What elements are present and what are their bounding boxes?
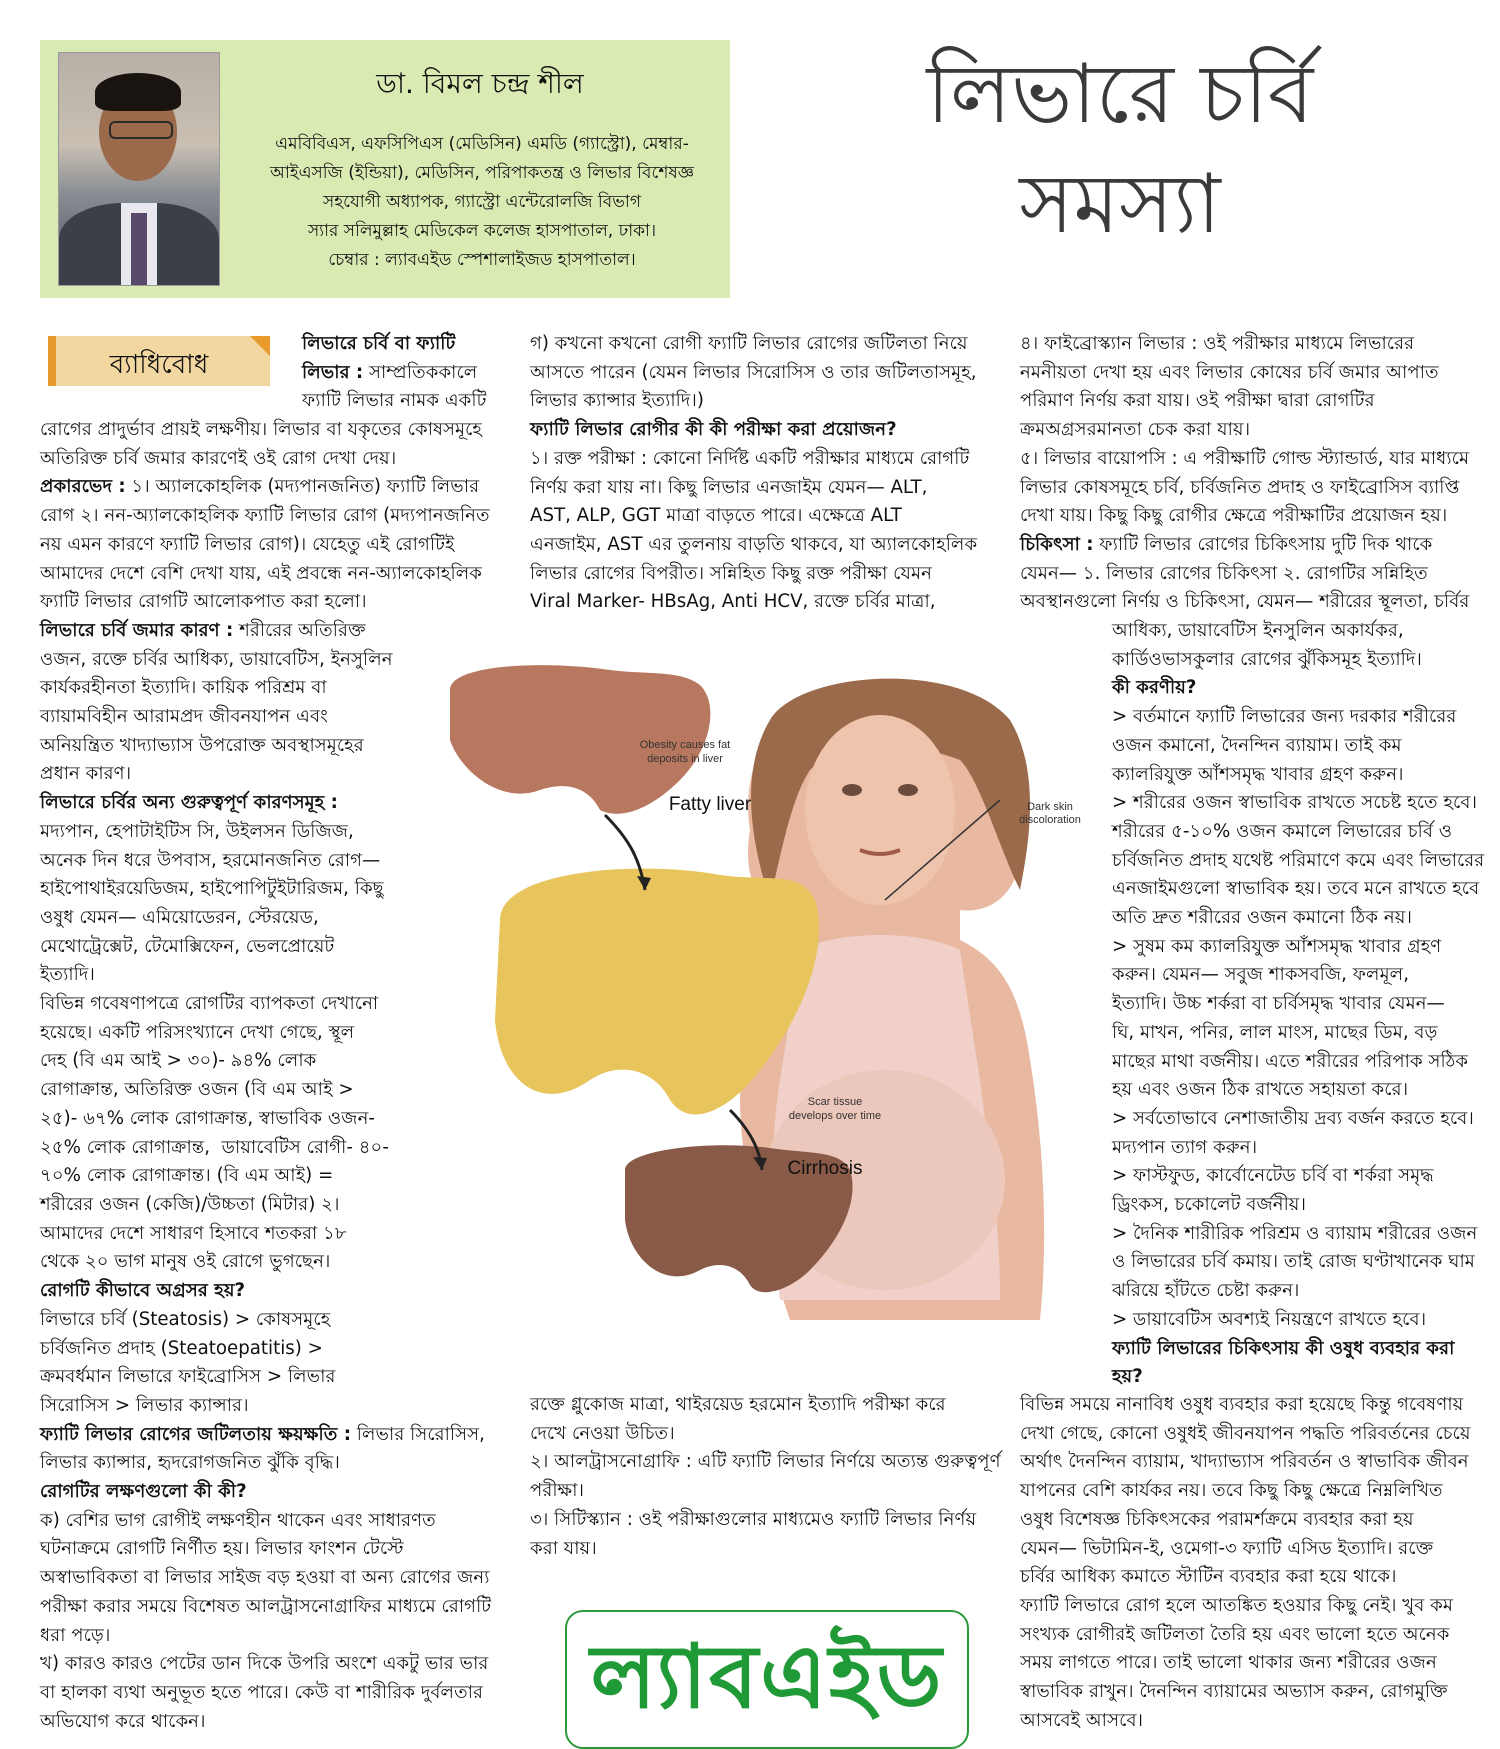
text-line [1112,933,1484,962]
text-heading: কী করণীয়? [1112,677,1197,699]
label-fatty-liver: Fatty liver [668,794,752,815]
text-run: > ডায়াবেটিস অবশ্যই নিয়ন্ত্রণে রাখতে হবে। [1112,1308,1427,1330]
text-line [1112,1306,1484,1335]
text-run: অতি দ্রুত শরীরের ওজন কমানো ঠিক নয়। [1112,907,1412,929]
text-line [40,1076,491,1105]
text-line [1112,1363,1484,1392]
text-line [40,703,491,732]
text-line [530,359,977,388]
text-line [40,588,491,617]
text-line [40,990,491,1019]
text-run: সংখ্যক রোগীরই জটিলতা তৈরি হয় এবং ভালো হতে অনেক [1020,1623,1450,1645]
text-run: রোগের প্রাদুর্ভাব প্রায়ই লক্ষণীয়। লিভার বা যকৃতের কোষসমূহে [40,419,482,440]
label-scar-2: develops over time [788,1110,882,1122]
text-run: আমাদের দেশে বেশি দেখা যায়, এই প্রবন্ধে নন-অ্যালকোহলিক [40,562,482,584]
text-run: যেমন— ১. লিভার রোগের চিকিৎসা ২. রোগটির সন্নিহিত [1020,562,1428,584]
text-run: ক্যালরিযুক্ত আঁশসমৃদ্ধ খাবার গ্রহণ করুন। [1112,763,1404,785]
text-line [1112,789,1484,818]
text-run: মদ্যপান, হেপাটাইটিস সি, উইলসন ডিজিজ, [40,820,354,842]
text-line [530,387,977,416]
text-line [530,416,977,445]
text-run: ফ্যাটি লিভার রোগের চিকিৎসায় দুটি দিক থাকে [1093,533,1433,555]
text-line [1112,875,1484,904]
text-heading: প্রকারভেদ : [40,476,126,498]
text-line [40,1277,491,1306]
text-run: অবস্থানগুলো নির্ণয় ও চিকিৎসা, যেমন— শরীরের স্থূলতা, চর্বির [1020,591,1470,613]
text-line [1112,990,1484,1019]
text-run: অতিরিক্ত চর্বি জমার কারণেই ওই রোগ দেখা দেয়। [40,447,397,469]
text-run: হয়েছে। একটি পরিসংখ্যানে দেখা গেছে, স্থূল [40,1021,355,1043]
text-run: অনেক দিন ধরে উপবাস, হরমোনজনিত রোগ— [40,849,381,871]
text-run: হাইপোথাইরয়েডিজম, হাইপোপিটুইটারিজম, কিছু [40,878,384,900]
text-line [40,1105,491,1134]
text-run: সাম্প্রতিককালে [363,361,478,383]
text-run: আসবেই আসবে। [1020,1709,1144,1731]
text-run: ক্রমঅগ্রসরমানতা চেক করা যায়। [1020,419,1251,441]
text-run: করুন। যেমন— সবুজ শাকসবজি, ফলমূল, [1112,964,1409,986]
text-line [302,330,487,359]
text-line [302,387,487,416]
text-line [1112,732,1484,761]
text-heading: লিভার : [302,361,364,383]
text-run: অনিয়ন্ত্রিত খাদ্যাভ্যাস উপরোক্ত অবস্থাসমূহের [40,734,364,756]
text-run: ওজন কমানো, দৈনন্দিন ব্যায়াম। তাই কম [1112,734,1402,756]
text-line [1112,847,1484,876]
text-run: পরীক্ষা করার সময়ে বিশেষত আলট্রাসনোগ্রাফির মাধ্যমে রোগটি [40,1595,492,1617]
text-line [530,1477,1001,1506]
text-line [1020,531,1469,560]
text-run: লিভার সিরোসিস, [350,1423,485,1445]
text-line [1020,1592,1471,1621]
text-line [40,1047,491,1076]
text-line [40,904,491,933]
text-run: দেখে নেওয়া উচিত। [530,1422,675,1444]
text-run: ক) বেশির ভাগ রোগীই লক্ষণহীন থাকেন এবং সাধারণত [40,1509,436,1531]
text-line [1112,1134,1484,1163]
text-line [530,474,977,503]
text-line [40,1622,491,1651]
text-heading: ফ্যাটি লিভার রোগীর কী কী পরীক্ষা করা প্রয়োজন? [530,419,897,441]
text-line [40,1220,491,1249]
text-run: অর্থাৎ দৈনন্দিন ব্যায়াম, খাদ্যাভ্যাস পরিবর্তন ও স্বাভাবিক জীবন [1020,1451,1469,1473]
text-line [1020,416,1469,445]
text-run: অস্বাভাবিকতা বা লিভার সাইজ বড় হওয়া বা অন্য রোগের জন্য [40,1567,490,1589]
text-line [302,359,487,388]
text-run: নমনীয়তা দেখা হয় এবং লিভার কোষের চর্বি জমার আপাত [1020,361,1439,383]
text-line [530,1391,1001,1420]
text-run: আসতে পারেন (যেমন লিভার সিরোসিস ও তার জটিলতাসমূহ, [530,361,977,383]
text-run: ওজন, রক্তে চর্বির আধিক্য, ডায়াবেটিস, ইনসুলিন [40,648,393,670]
text-line [1112,1019,1484,1048]
text-line [40,502,491,531]
text-line [1020,1621,1471,1650]
label-scar-1: Scar tissue [807,1096,863,1108]
text-run: বিভিন্ন গবেষণাপত্রে রোগটির ব্যাপকতা দেখানো [40,993,379,1015]
text-run: চর্বির আধিক্য কমাতে স্টাটিন ব্যবহার করা হয়ে থাকে। [1020,1566,1397,1588]
col2-bottom [530,1391,1001,1563]
label-obesity-2: deposits in liver [647,753,723,765]
text-run: লিভার রোগের বিপরীত। সন্নিহিত কিছু রক্ত পরীক্ষা যেমন [530,562,932,584]
text-line [40,1162,491,1191]
text-line [1020,330,1469,359]
label-cirrhosis: Cirrhosis [787,1158,863,1179]
text-line [530,560,977,589]
text-line [40,1679,491,1708]
text-line [1020,445,1469,474]
text-run: খ) কারও কারও পেটের ডান দিকে উপরি অংশে একটু ভার ভার [40,1653,489,1675]
text-line [1020,1535,1471,1564]
text-heading: লিভারে চর্বির অন্য গুরুত্বপূর্ণ কারণসমূহ : [40,792,338,814]
text-run: কার্ডিওভাসকুলার রোগের ঝুঁকিসমূহ ইত্যাদি। [1112,648,1422,670]
text-line [1112,1277,1484,1306]
text-run: ৫। লিভার বায়োপসি : এ পরীক্ষাটি গোল্ড স্ট্যান্ডার্ড, যার মাধ্যমে [1020,447,1470,469]
text-run: স্বাভাবিক রাখুন। দৈনন্দিন ব্যায়ামের অভ্যাস করুন, রোগমুক্তি [1020,1681,1448,1703]
text-line [40,531,491,560]
text-heading: লিভারে চর্বি বা ফ্যাটি [302,333,456,354]
text-run: ২৫)- ৬৭% লোক রোগাক্রান্ত, স্বাভাবিক ওজন- [40,1107,375,1129]
text-line [40,1134,491,1163]
text-line [1112,617,1484,646]
text-run: Viral Marker- HBsAg, Anti HCV, রক্তে চর্বির মাত্রা, [530,591,936,613]
text-line [40,789,491,818]
text-run: ব্যায়ামবিহীন আরামপ্রদ জীবনযাপন এবং [40,706,328,728]
text-line [40,1421,491,1450]
text-line [1020,1506,1471,1535]
text-line [530,1448,1001,1477]
text-run: ওষুধ যেমন— এমিয়োডেরন, স্টেরয়েড, [40,906,319,928]
text-line [40,473,491,502]
text-line [1020,1649,1471,1678]
label-skin-1: Dark skin [1027,801,1073,813]
text-run: লিভার ক্যান্সার ইত্যাদি।) [530,390,705,412]
col2-top [530,330,977,617]
text-heading: ফ্যাটি লিভারের চিকিৎসায় কী ওষুধ ব্যবহার করা [1112,1337,1455,1359]
text-run: গ) কখনো কখনো রোগী ফ্যাটি লিভার রোগের জটিলতা নিয়ে [530,333,968,354]
text-run: ফ্যাটি লিভার রোগটি আলোকপাত করা হলো। [40,591,367,613]
text-run: > বর্তমানে ফ্যাটি লিভারের জন্য দরকার শরীরের [1112,706,1457,728]
text-line [1020,560,1469,589]
text-line [40,760,491,789]
text-line [1112,1162,1484,1191]
text-line [530,502,977,531]
text-run: অভিযোগ করে থাকেন। [40,1710,206,1732]
fatty-liver-illustration [440,660,1100,1340]
text-run: ওষুধ বিশেষজ্ঞ চিকিৎসকের পরামর্শক্রমে ব্যবহার করা হয় [1020,1508,1414,1530]
text-run: ৩। সিটিস্ক্যান : ওই পরীক্ষাগুলোর মাধ্যমেও ফ্যাটি লিভার নির্ণয় [530,1508,977,1530]
text-line [1112,674,1484,703]
text-run: ৪। ফাইব্রোস্ক্যান লিভার : ওই পরীক্ষার মাধ্যমে লিভারের [1020,333,1415,354]
text-line [1020,1563,1471,1592]
text-run: শরীরের ওজন (কেজি)/উচ্চতা (মিটার) ২। [40,1193,340,1215]
text-run: শরীরের ৫-১০% ওজন কমালে লিভারের চর্বি ও [1112,820,1453,842]
text-line [40,1392,491,1421]
text-line [1112,646,1484,675]
text-run: নয় এমন কারণে ফ্যাটি লিভার রোগ)। যেহেতু এই রোগটিই [40,533,455,555]
text-heading: হয়? [1112,1366,1143,1388]
article-title: লিভারে চর্বি সমস্যা [926,47,1314,252]
label-skin-2: discoloration [1019,814,1081,826]
text-run: ঝরিয়ে হাঁটতে চেষ্টা করুন। [1112,1280,1300,1302]
text-line [40,1650,491,1679]
text-line [530,445,977,474]
text-line [1020,502,1469,531]
text-line [40,847,491,876]
text-run: শরীরের অতিরিক্ত [233,619,366,641]
text-line [530,588,977,617]
text-line [40,617,491,646]
text-line [1020,1477,1471,1506]
text-run: > ফাস্টফুড, কার্বোনেটেড চর্বি বা শর্করা সমৃদ্ধ [1112,1165,1434,1187]
text-run: আমাদের দেশে সাধারণ হিসাবে শতকরা ১৮ [40,1222,347,1244]
text-line [1112,1105,1484,1134]
text-run: করা যায়। [530,1537,597,1559]
text-heading: ফ্যাটি লিভার রোগের জটিলতায় ক্ষয়ক্ষতি : [40,1423,351,1445]
author-credentials: এমবিবিএস, এফসিপিএস (মেডিসিন) এমডি (গ্যাস্ট্রো), মেম্বার- আইএসজি (ইন্ডিয়া), মেডিসিন, পরিপাকতন্ত্র ও লিভার বিশেষজ্ঞ সহযোগী অধ্যাপক, গ্যাস্ট্রো এন্টেরোলজি বিভাগ স্যার সলিমুল্লাহ মেডিকেল কলেজ হাসপাতাল, ঢাকা। চেম্বার : ল্যাবএইড স্পেশালাইজড হাসপাতাল। [269,134,695,270]
text-line [40,1019,491,1048]
col3-bottom [1020,1391,1471,1735]
text-run: লিভার ক্যান্সার, হৃদরোগজনিত ঝুঁকি বৃদ্ধি। [40,1452,340,1474]
text-run: চর্বিজনিত প্রদাহ যথেষ্ট পরিমাণে কমে এবং লিভারের [1112,849,1485,871]
text-run: লিভারে চর্বি (Steatosis) > কোষসমূহে [40,1308,331,1330]
text-run: আধিক্য, ডায়াবেটিস ইনসুলিন অকার্যকর, [1112,620,1404,641]
text-run: ২৫% লোক রোগাক্রান্ত, ডায়াবেটিস রোগী- ৪০- [40,1136,389,1158]
text-run: রক্তে গ্লুকোজ মাত্রা, থাইরয়েড হরমোন ইত্যাদি পরীক্ষা করে [530,1394,946,1415]
text-run: দেখা যায়। কিছু কিছু রোগীর ক্ষেত্রে পরীক্ষাটির প্রয়োজন হয়। [1020,505,1448,527]
text-line [530,1535,1001,1564]
text-line [1112,1048,1484,1077]
text-line [1112,904,1484,933]
author-photo [58,52,220,286]
label-obesity-1: Obesity causes fat [639,739,731,751]
text-line [40,416,491,445]
text-line [1112,961,1484,990]
text-line [1020,588,1469,617]
text-line [1112,761,1484,790]
text-line [1020,1707,1471,1736]
section-tag: ব্যাধিবোধ [48,336,270,386]
text-line [40,1191,491,1220]
text-line [40,875,491,904]
text-heading: রোগটি কীভাবে অগ্রসর হয়? [40,1280,246,1302]
text-run: ঘটনাক্রমে রোগটি নির্ণীত হয়। লিভার ফাংশন টেস্টে [40,1538,404,1560]
text-line [40,732,491,761]
text-run: ইত্যাদি। উচ্চ শর্করা বা চর্বিসমৃদ্ধ খাবার যেমন— [1112,993,1445,1015]
text-line [1020,1420,1471,1449]
text-run: যাপনের বেশি কার্যকর নয়। তবে কিছু কিছু ক্ষেত্রে নিম্নলিখিত [1020,1480,1443,1502]
text-run: মদ্যপান ত্যাগ করুন। [1112,1136,1258,1158]
text-run: ফ্যাটি লিভারে রোগ হলে আতঙ্কিত হওয়ার কিছু নেই। খুব কম [1020,1594,1453,1616]
text-line [1020,1678,1471,1707]
text-run: দেহ (বি এম আই > ৩০)- ৯৪% লোক [40,1050,317,1072]
text-line [1020,1448,1471,1477]
text-run: লিভার কোষসমূহে চর্বি, চর্বিজনিত প্রদাহ ও ফাইব্রোসিস ব্যাপ্তি [1020,476,1460,498]
text-line [1020,474,1469,503]
text-run: ৭০% লোক রোগাক্রান্ত। (বি এম আই) = [40,1165,334,1187]
text-heading: লিভারে চর্বি জমার কারণ : [40,619,234,641]
text-run: প্রধান কারণ। [40,763,132,785]
text-line [40,674,491,703]
text-line [40,933,491,962]
text-run: ১। রক্ত পরীক্ষা : কোনো নির্দিষ্ট একটি পরীক্ষার মাধ্যমে রোগটি [530,447,970,469]
text-run: সময় লাগতে পারে। তাই ভালো থাকার জন্য শরীরের ওজন [1020,1652,1437,1674]
text-run: ১। অ্যালকোহলিক (মদ্যপানজনিত) ফ্যাটি লিভার [125,476,480,498]
text-line [40,445,491,474]
text-line [40,818,491,847]
text-line [40,646,491,675]
text-line [530,1420,1001,1449]
text-run: > দৈনিক শারীরিক পরিশ্রম ও ব্যায়াম শরীরের ওজন [1112,1222,1478,1244]
text-run: রোগ ২। নন-অ্যালকোহলিক ফ্যাটি লিভার রোগ (মদ্যপানজনিত [40,505,490,527]
text-run: বিভিন্ন সময়ে নানাবিধ ওষুধ ব্যবহার করা হয়েছে কিন্তু গবেষণায় [1020,1394,1464,1415]
text-run: এনজাইম, AST এর তুলনায় বাড়তি থাকবে, যা অ্যালকোহলিক [530,533,978,555]
text-run: ও লিভারের চর্বি কমায়। তাই রোজ ঘণ্টাখানেক ঘাম [1112,1251,1475,1273]
text-line [1112,1220,1484,1249]
text-line [40,1306,491,1335]
text-run: ফ্যাটি লিভার নামক একটি [302,390,487,412]
text-line [40,1248,491,1277]
text-run: সিরোসিস > লিভার ক্যান্সার। [40,1394,249,1416]
text-run: ধরা পড়ে। [40,1624,111,1646]
text-run: চর্বিজনিত প্রদাহ (Steatoepatitis) > [40,1337,323,1359]
text-run: যেমন— ভিটামিন-ই, ওমেগা-৩ ফ্যাটি এসিড ইত্যাদি। রক্তে [1020,1537,1434,1559]
text-run: ঘি, মাখন, পনির, লাল মাংস, মাছের ডিম, বড় [1112,1021,1438,1043]
col1-body [40,416,491,1736]
col3-middle [1112,617,1484,1392]
text-line [40,1507,491,1536]
text-heading: রোগটির লক্ষণগুলো কী কী? [40,1481,247,1503]
text-run: > সর্বতোভাবে নেশাজাতীয় দ্রব্য বর্জন করতে হবে। [1112,1107,1474,1129]
text-line [1112,703,1484,732]
labaid-logo: ল্যাবএইড [565,1610,969,1749]
text-run: > সুষম কম ক্যালরিযুক্ত আঁশসমৃদ্ধ খাবার গ্রহণ [1112,935,1442,957]
text-run: পরীক্ষা। [530,1480,585,1502]
text-run: পরিমাণ নির্ণয় করা যায়। ওই পরীক্ষা দ্বারা রোগটির [1020,390,1375,412]
text-line [1112,818,1484,847]
text-run: ড্রিংকস, চকোলেট বর্জনীয়। [1112,1194,1307,1216]
text-run: মাছের মাথা বর্জনীয়। এতে শরীরের পরিপাক সঠিক [1112,1050,1469,1072]
text-line [530,1506,1001,1535]
text-line [1112,1335,1484,1364]
text-line [1020,387,1469,416]
text-run: AST, ALP, GGT মাত্রা বাড়তে পারে। এক্ষেত্রে ALT [530,505,902,527]
text-line [40,1449,491,1478]
text-run: দেখা গেছে, কোনো ওষুধই জীবনযাপন পদ্ধতি পরিবর্তনের চেয়ে [1020,1422,1471,1444]
text-run: ২। আলট্রাসনোগ্রাফি : এটি ফ্যাটি লিভার নির্ণয়ে অত্যন্ত গুরুত্বপূর্ণ [530,1451,1001,1473]
text-line [40,1708,491,1737]
col3-top [1020,330,1469,617]
text-line [1112,1191,1484,1220]
text-line [1020,359,1469,388]
text-line [40,1478,491,1507]
text-run: থেকে ২০ ভাগ মানুষ ওই রোগে ভুগছেন। [40,1251,331,1273]
text-line [530,330,977,359]
text-line [40,1535,491,1564]
text-run: বা হালকা ব্যথা অনুভূত হতে পারে। কেউ বা শারীরিক দুর্বলতার [40,1681,484,1703]
text-line [1112,1248,1484,1277]
text-line [40,1363,491,1392]
author-name: ডা. বিমল চন্দ্র শীল [376,67,584,100]
text-run: > শরীরের ওজন স্বাভাবিক রাখতে সচেষ্ট হতে হবে। [1112,792,1477,814]
text-heading: চিকিৎসা : [1020,533,1094,555]
text-line [40,1593,491,1622]
text-line [40,1335,491,1364]
text-run: ইত্যাদি। [40,964,95,986]
text-run: রোগাক্রান্ত, অতিরিক্ত ওজন (বি এম আই > [40,1079,354,1101]
text-run: মেথোট্রেক্সেট, টেমোক্সিফেন, ভেলপ্রোয়েট [40,935,335,957]
text-line [40,961,491,990]
text-line [40,1564,491,1593]
text-run: ক্রমবর্ধমান লিভারে ফাইব্রোসিস > লিভার [40,1366,336,1388]
text-run: নির্ণয় করা যায় না। কিছু লিভার এনজাইম যেমন— ALT, [530,476,928,498]
text-line [40,560,491,589]
text-run: কার্যকরহীনতা ইত্যাদি। কায়িক পরিশ্রম বা [40,677,327,699]
text-run: হয় এবং ওজন ঠিক রাখতে সহায়তা করে। [1112,1079,1409,1101]
col1-intro [302,330,487,416]
text-line [1112,1076,1484,1105]
text-run: এনজাইমগুলো স্বাভাবিক হয়। তবে মনে রাখতে হবে [1112,878,1480,900]
text-line [1020,1391,1471,1420]
text-line [530,531,977,560]
